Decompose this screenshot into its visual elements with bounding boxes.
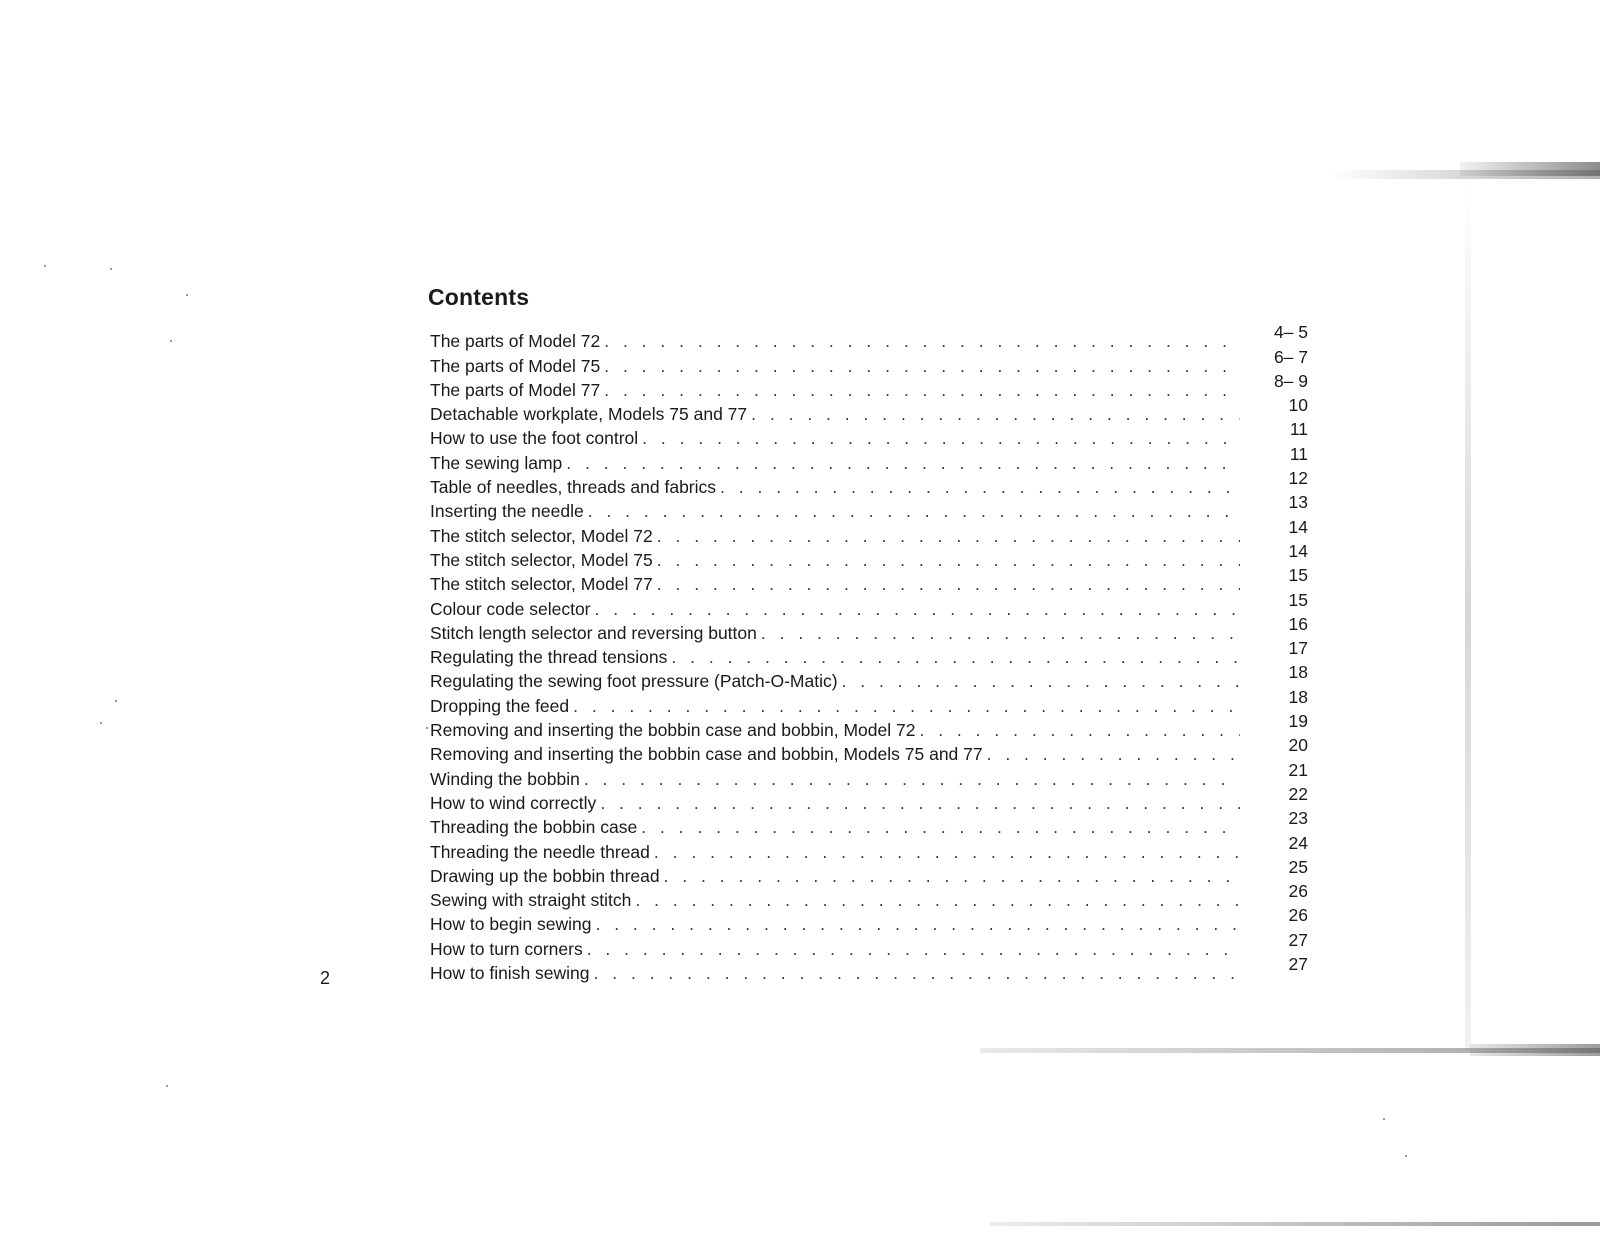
toc-entry bbox=[430, 589, 1308, 619]
toc-dot-leader bbox=[720, 477, 1240, 498]
scan-edge-base bbox=[990, 1222, 1600, 1226]
toc-dot-leader bbox=[635, 890, 1240, 911]
toc-dot-leader bbox=[604, 331, 1240, 352]
toc-entry-title: Colour code selector bbox=[430, 598, 591, 619]
toc-entry-page: 8– 9 bbox=[1273, 370, 1308, 391]
toc-dot-leader bbox=[761, 623, 1240, 644]
toc-dot-leader bbox=[566, 453, 1240, 474]
toc-entry-page: 25 bbox=[1288, 856, 1308, 877]
toc-dot-leader bbox=[588, 501, 1240, 522]
toc-dot-leader bbox=[584, 769, 1240, 790]
toc-entry-page: 20 bbox=[1288, 735, 1308, 756]
toc-entry-page: 18 bbox=[1288, 662, 1308, 683]
toc-entry-page: 13 bbox=[1288, 492, 1308, 513]
toc-entry bbox=[430, 613, 1308, 644]
toc-entry-title: The parts of Model 72 bbox=[430, 331, 601, 352]
toc-entry-page: 12 bbox=[1288, 468, 1308, 489]
toc-entry bbox=[430, 395, 1308, 425]
scan-speck bbox=[186, 294, 188, 296]
toc-entry bbox=[430, 686, 1308, 716]
toc-entry bbox=[430, 638, 1308, 668]
toc-dot-leader bbox=[594, 963, 1240, 984]
toc-entry bbox=[430, 419, 1308, 449]
toc-entry-page: 19 bbox=[1288, 711, 1308, 732]
toc-entry bbox=[430, 783, 1308, 814]
scan-edge-top-shadow bbox=[1460, 162, 1600, 176]
toc-entry bbox=[430, 540, 1308, 571]
toc-dot-leader bbox=[842, 671, 1240, 692]
toc-entry-title: The parts of Model 77 bbox=[430, 379, 601, 400]
toc-entry bbox=[430, 808, 1308, 838]
toc-entry-page: 11 bbox=[1289, 419, 1308, 440]
toc-entry-title: Stitch length selector and reversing button bbox=[430, 622, 757, 643]
toc-entry-title: How to wind correctly bbox=[430, 792, 597, 813]
toc-entry-title: How to use the foot control bbox=[430, 428, 639, 449]
toc-entry-page: 21 bbox=[1288, 759, 1308, 780]
toc-entry bbox=[430, 516, 1308, 546]
toc-entry-title: Regulating the thread tensions bbox=[430, 647, 668, 668]
toc-entry-title: How to begin sewing bbox=[430, 914, 592, 935]
scan-speck bbox=[100, 722, 102, 724]
toc-entry-title: The parts of Model 75 bbox=[430, 355, 601, 376]
toc-dot-leader bbox=[987, 744, 1240, 765]
toc-entry-title: Table of needles, threads and fabrics bbox=[430, 477, 717, 498]
toc-entry-title: Winding the bobbin bbox=[430, 768, 580, 789]
scan-edge-fold bbox=[1465, 180, 1471, 1050]
toc-entry bbox=[430, 322, 1308, 352]
page-number: 2 bbox=[320, 968, 331, 988]
toc-dot-leader bbox=[595, 599, 1241, 620]
toc-entry bbox=[430, 954, 1308, 984]
toc-entry-title: The sewing lamp bbox=[430, 452, 563, 473]
scan-speck bbox=[1405, 1155, 1407, 1157]
toc-dot-leader bbox=[751, 404, 1240, 425]
toc-entry-page: 17 bbox=[1288, 638, 1308, 659]
toc-entry bbox=[430, 881, 1308, 911]
toc-entry-title: Sewing with straight stitch bbox=[430, 890, 632, 911]
toc-dot-leader bbox=[919, 720, 1240, 741]
toc-entry-title: The stitch selector, Model 72 bbox=[430, 525, 653, 546]
toc-entry-page: 23 bbox=[1288, 808, 1308, 829]
toc-entry-title: The stitch selector, Model 77 bbox=[430, 574, 653, 595]
toc-entry-page: 18 bbox=[1288, 686, 1308, 707]
scan-speck bbox=[115, 700, 117, 702]
toc-entry-page: 6– 7 bbox=[1273, 346, 1308, 367]
toc-entry bbox=[430, 443, 1308, 473]
toc-dot-leader bbox=[657, 574, 1240, 595]
toc-dot-leader bbox=[600, 793, 1240, 814]
toc-entry bbox=[430, 856, 1308, 887]
toc-entry bbox=[430, 468, 1308, 498]
toc-entry-title: Regulating the sewing foot pressure (Patch-O-Matic) bbox=[430, 671, 838, 692]
toc-dot-leader bbox=[641, 817, 1240, 838]
toc-entry bbox=[430, 565, 1308, 595]
toc-dot-leader bbox=[671, 647, 1240, 668]
toc-entry bbox=[430, 759, 1308, 789]
toc-entry-page: 24 bbox=[1288, 832, 1308, 853]
toc-dot-leader bbox=[664, 866, 1240, 887]
toc-entry-page: 16 bbox=[1288, 613, 1308, 634]
table-of-contents bbox=[430, 322, 1308, 984]
toc-entry-page: 14 bbox=[1288, 516, 1308, 537]
toc-entry-title: Threading the bobbin case bbox=[430, 817, 638, 838]
toc-entry-title: How to finish sewing bbox=[430, 963, 590, 984]
toc-dot-leader bbox=[657, 526, 1240, 547]
contents-heading: Contents bbox=[428, 284, 530, 310]
toc-entry-title: Removing and inserting the bobbin case and bobbin, Models 75 and 77 bbox=[430, 744, 983, 765]
scan-speck bbox=[44, 265, 46, 267]
toc-entry bbox=[430, 929, 1308, 959]
toc-entry-title: Drawing up the bobbin thread bbox=[430, 865, 660, 886]
toc-entry-page: 14 bbox=[1288, 540, 1308, 561]
toc-entry-page: 11 bbox=[1289, 443, 1308, 464]
toc-dot-leader bbox=[573, 696, 1240, 717]
toc-entry-title: How to turn corners bbox=[430, 938, 583, 959]
toc-entry-title: The stitch selector, Model 75 bbox=[430, 549, 653, 570]
toc-entry-page: 27 bbox=[1288, 954, 1308, 975]
toc-dot-leader bbox=[642, 428, 1240, 449]
scan-speck bbox=[110, 268, 112, 270]
toc-entry-title: Detachable workplate, Models 75 and 77 bbox=[430, 404, 748, 425]
toc-entry-page: 26 bbox=[1288, 881, 1308, 902]
toc-entry-page: 15 bbox=[1288, 589, 1308, 610]
toc-dot-leader bbox=[654, 842, 1240, 863]
toc-entry bbox=[430, 370, 1308, 401]
scan-speck bbox=[1383, 1118, 1385, 1120]
toc-dot-leader bbox=[657, 550, 1240, 571]
toc-entry-title: Inserting the needle bbox=[430, 501, 584, 522]
toc-dot-leader bbox=[587, 939, 1240, 960]
toc-entry-page: 27 bbox=[1288, 929, 1308, 950]
toc-entry-title: Threading the needle thread bbox=[430, 841, 650, 862]
toc-entry bbox=[430, 832, 1308, 862]
toc-entry bbox=[430, 735, 1308, 765]
toc-entry bbox=[430, 346, 1308, 376]
toc-entry bbox=[430, 492, 1308, 522]
toc-entry-page: 15 bbox=[1288, 565, 1308, 586]
scan-speck bbox=[170, 340, 172, 342]
scan-edge-bottom-shadow bbox=[1470, 1044, 1600, 1056]
toc-entry bbox=[430, 905, 1308, 935]
scan-speck bbox=[166, 1085, 168, 1087]
toc-entry-page: 22 bbox=[1288, 783, 1308, 804]
toc-entry-page: 10 bbox=[1288, 395, 1308, 416]
scan-speck bbox=[426, 727, 428, 729]
toc-entry-page: 26 bbox=[1288, 905, 1308, 926]
toc-entry bbox=[430, 711, 1308, 741]
toc-entry-page: 4– 5 bbox=[1273, 322, 1308, 343]
toc-dot-leader bbox=[604, 356, 1240, 377]
toc-dot-leader bbox=[595, 914, 1240, 935]
toc-dot-leader bbox=[604, 380, 1240, 401]
toc-entry-title: Dropping the feed bbox=[430, 695, 570, 716]
toc-entry-title: Removing and inserting the bobbin case and bobbin, Model 72 bbox=[430, 720, 916, 741]
toc-entry bbox=[430, 662, 1308, 692]
